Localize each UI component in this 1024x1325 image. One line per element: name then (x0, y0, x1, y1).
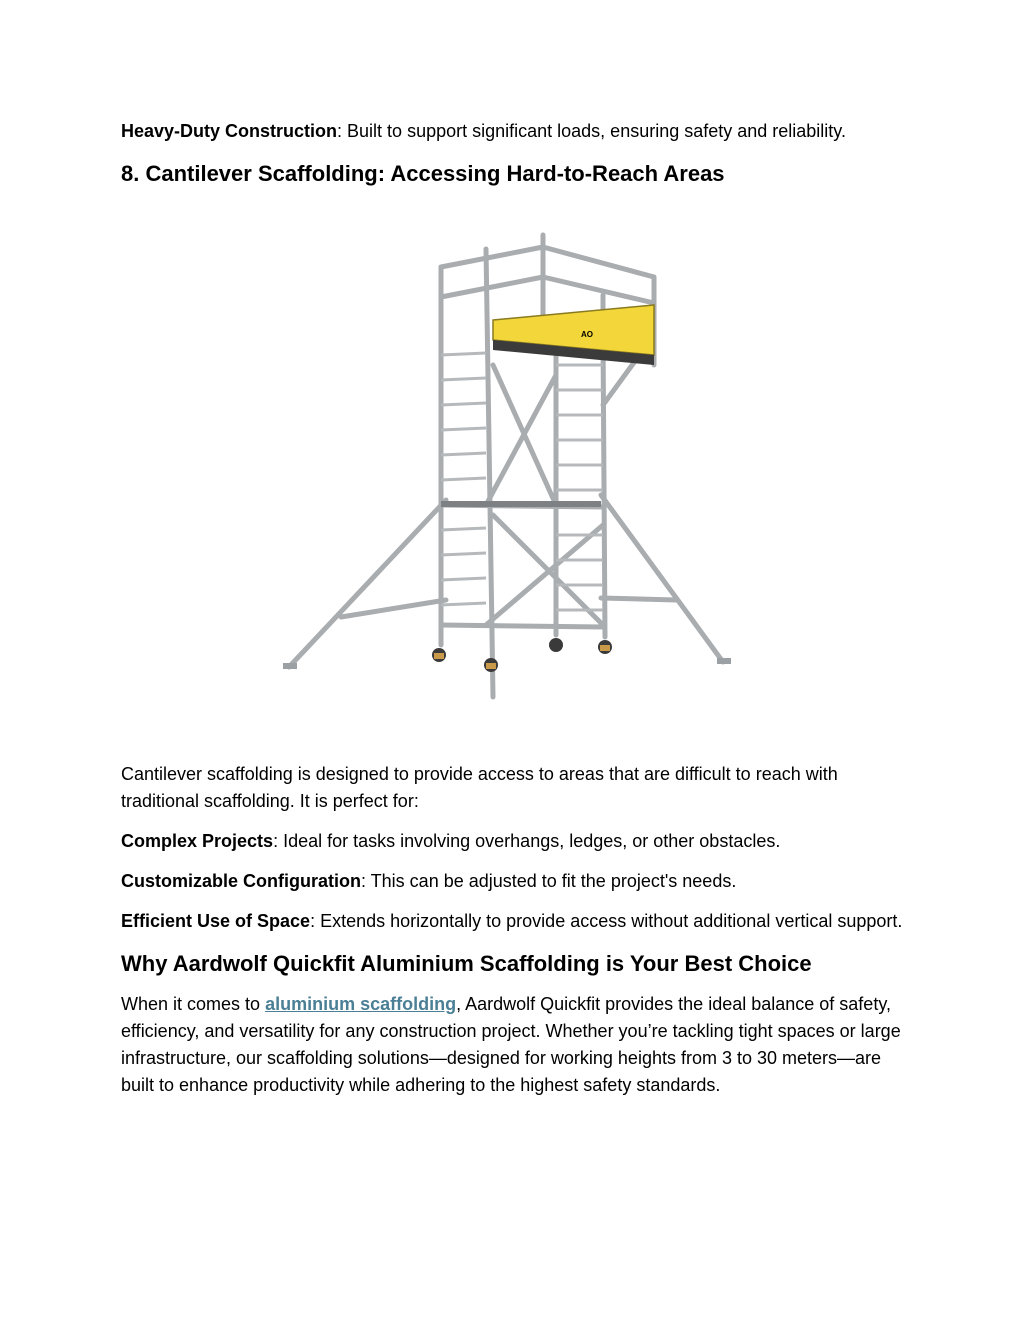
page-content (121, 118, 906, 1099)
item-label: Complex Projects (121, 831, 274, 851)
cantilever-scaffold-tower-image (281, 225, 741, 703)
section-8-heading: 8. Cantilever Scaffolding: Accessing Hard-to-Reach Areas (121, 161, 725, 186)
item-label: Customizable Configuration (121, 871, 361, 891)
list-item-complex-projects (121, 828, 906, 855)
aluminium-scaffolding-link[interactable]: aluminium scaffolding (265, 994, 457, 1014)
item-text: : Extends horizontally to provide access without additional vertical support. (310, 911, 903, 931)
why-text-before-link: When it comes to (121, 994, 266, 1014)
item-label: Efficient Use of Space (121, 911, 311, 931)
why-aardwolf-paragraph (121, 991, 906, 1099)
item-text: : This can be adjusted to fit the project's needs. (361, 871, 737, 891)
list-item-efficient-use-of-space (121, 908, 906, 935)
scaffold-figure (121, 225, 906, 725)
platform-logo: AO (581, 330, 593, 339)
list-item-customizable-configuration (121, 868, 906, 895)
heavy-duty-text: : Built to support significant loads, ensuring safety and reliability. (337, 121, 846, 141)
why-text-after-link: , Aardwolf Quickfit provides the ideal balance of safety, efficiency, and versatility for any construction project. Whether you’re tackling tight spaces or large infrastructure, our scaffolding solutions—designed for working heights from 3 to 30 meters—are built to enhance productivity while adhering to the highest safety standards. (121, 994, 901, 1095)
heavy-duty-label: Heavy-Duty Construction (121, 121, 338, 141)
cantilever-intro: Cantilever scaffolding is designed to provide access to areas that are difficult to reach with traditional scaffolding. It is perfect for: (121, 764, 838, 811)
item-text: : Ideal for tasks involving overhangs, ledges, or other obstacles. (273, 831, 781, 851)
why-aardwolf-heading: Why Aardwolf Quickfit Aluminium Scaffolding is Your Best Choice (121, 951, 812, 976)
heavy-duty-paragraph (121, 118, 906, 145)
